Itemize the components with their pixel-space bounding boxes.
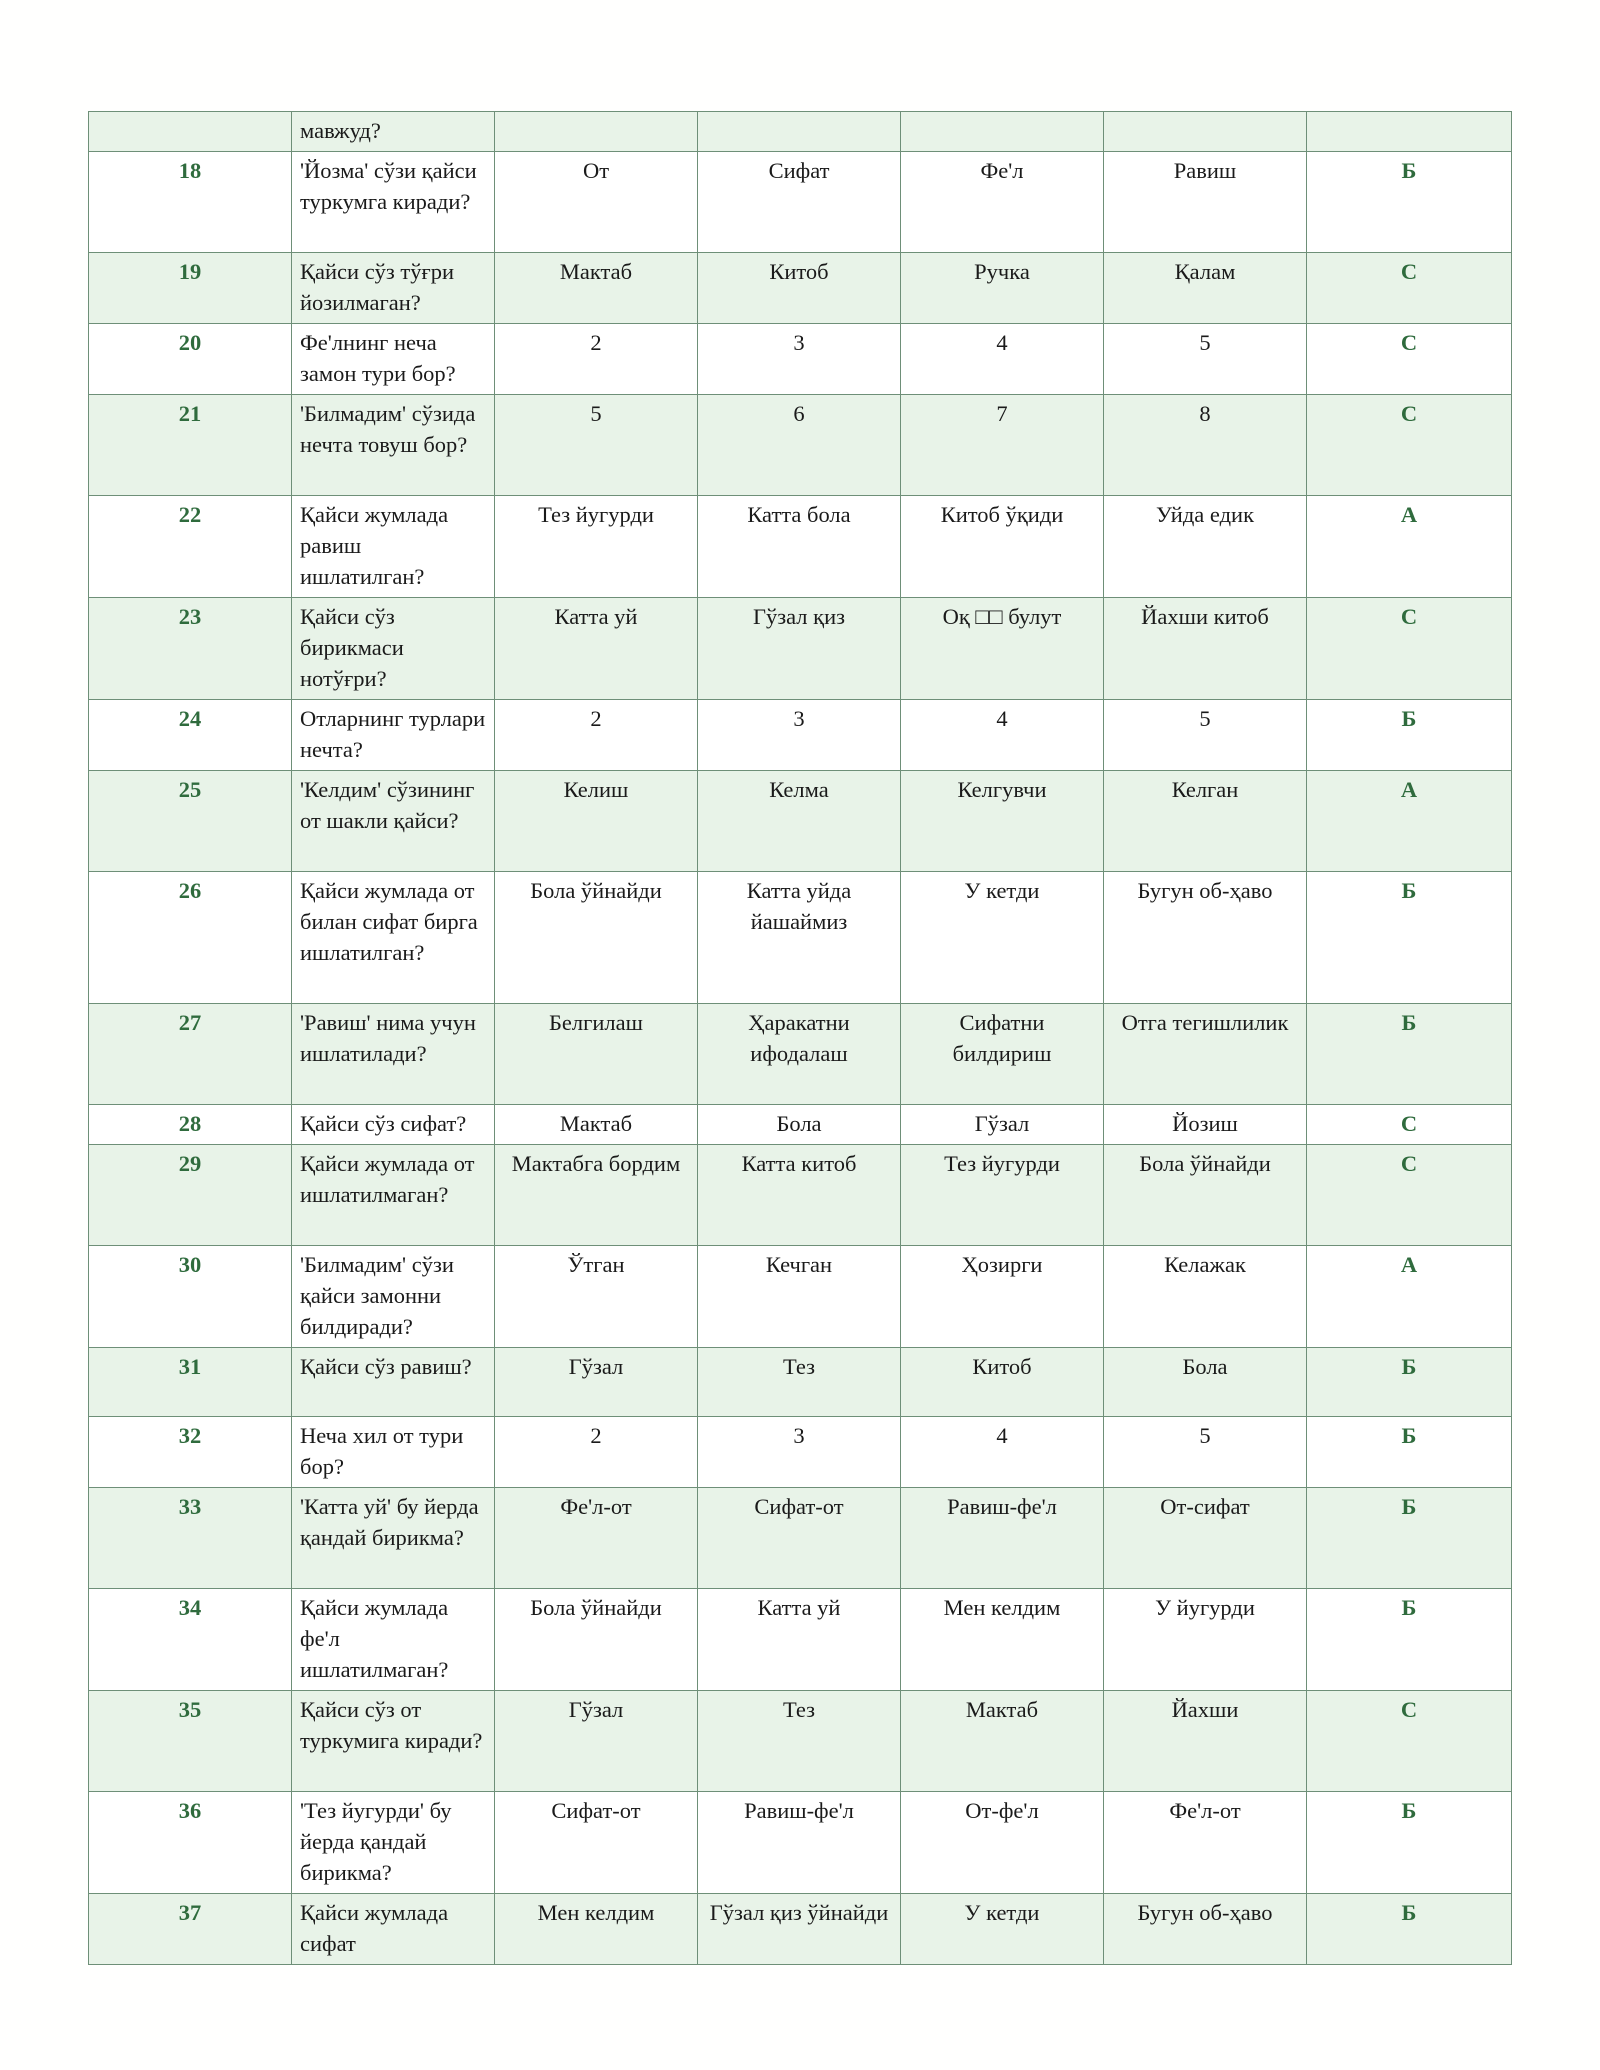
option-b: Катта китоб bbox=[698, 1145, 901, 1246]
correct-answer: С bbox=[1307, 324, 1512, 395]
correct-answer bbox=[1307, 112, 1512, 152]
table-row bbox=[89, 1691, 1512, 1792]
option-c: Ручка bbox=[901, 253, 1104, 324]
option-d: Уйда едик bbox=[1104, 496, 1307, 598]
option-b: Равиш-фе'л bbox=[698, 1792, 901, 1894]
option-d bbox=[1104, 112, 1307, 152]
table-row bbox=[89, 1348, 1512, 1417]
option-b: Тез bbox=[698, 1691, 901, 1792]
option-c: У кетди bbox=[901, 872, 1104, 1004]
table-row bbox=[89, 771, 1512, 872]
option-d: Қалам bbox=[1104, 253, 1307, 324]
option-c: 4 bbox=[901, 324, 1104, 395]
option-c: У кетди bbox=[901, 1894, 1104, 1965]
option-a: 2 bbox=[495, 324, 698, 395]
option-a: Фе'л-от bbox=[495, 1488, 698, 1589]
option-a: Гўзал bbox=[495, 1691, 698, 1792]
option-d: Бола ўйнайди bbox=[1104, 1145, 1307, 1246]
question-number: 33 bbox=[89, 1488, 292, 1589]
question-number: 26 bbox=[89, 872, 292, 1004]
question-number: 20 bbox=[89, 324, 292, 395]
question-text: 'Тез йугурди' бу йерда қандай бирикма? bbox=[292, 1792, 495, 1894]
option-c: 4 bbox=[901, 1417, 1104, 1488]
correct-answer: А bbox=[1307, 771, 1512, 872]
option-c: Мактаб bbox=[901, 1691, 1104, 1792]
option-a: Келиш bbox=[495, 771, 698, 872]
question-number: 35 bbox=[89, 1691, 292, 1792]
correct-answer: С bbox=[1307, 253, 1512, 324]
correct-answer: С bbox=[1307, 395, 1512, 496]
option-b: 3 bbox=[698, 700, 901, 771]
table-row bbox=[89, 1488, 1512, 1589]
table-row bbox=[89, 872, 1512, 1004]
question-number: 24 bbox=[89, 700, 292, 771]
question-text: Қайси сўз от туркумига киради? bbox=[292, 1691, 495, 1792]
option-d: От-сифат bbox=[1104, 1488, 1307, 1589]
question-number bbox=[89, 112, 292, 152]
table-row bbox=[89, 1792, 1512, 1894]
question-number: 18 bbox=[89, 152, 292, 253]
option-b: Гўзал қиз bbox=[698, 598, 901, 700]
quiz-table bbox=[88, 111, 1512, 1965]
question-number: 34 bbox=[89, 1589, 292, 1691]
option-d: 5 bbox=[1104, 1417, 1307, 1488]
correct-answer: Б bbox=[1307, 1348, 1512, 1417]
option-c: Мен келдим bbox=[901, 1589, 1104, 1691]
question-number: 21 bbox=[89, 395, 292, 496]
option-d: Равиш bbox=[1104, 152, 1307, 253]
correct-answer: С bbox=[1307, 598, 1512, 700]
question-text: 'Билмадим' сўзи қайси замонни билдиради? bbox=[292, 1246, 495, 1348]
option-d: Йахши китоб bbox=[1104, 598, 1307, 700]
correct-answer: Б bbox=[1307, 872, 1512, 1004]
option-a: Тез йугурди bbox=[495, 496, 698, 598]
question-number: 36 bbox=[89, 1792, 292, 1894]
option-a: Мактаб bbox=[495, 253, 698, 324]
option-b: Гўзал қиз ўйнайди bbox=[698, 1894, 901, 1965]
option-a: 2 bbox=[495, 1417, 698, 1488]
option-c: Тез йугурди bbox=[901, 1145, 1104, 1246]
option-a: Ўтган bbox=[495, 1246, 698, 1348]
table-row bbox=[89, 395, 1512, 496]
option-a: Бола ўйнайди bbox=[495, 1589, 698, 1691]
question-text: 'Келдим' сўзининг от шакли қайси? bbox=[292, 771, 495, 872]
question-text: Қайси жумлада от билан сифат бирга ишлатилган? bbox=[292, 872, 495, 1004]
correct-answer: А bbox=[1307, 496, 1512, 598]
option-a: 5 bbox=[495, 395, 698, 496]
option-c: 4 bbox=[901, 700, 1104, 771]
option-a: Мактаб bbox=[495, 1105, 698, 1145]
option-d: Келажак bbox=[1104, 1246, 1307, 1348]
question-text: мавжуд? bbox=[292, 112, 495, 152]
table-row bbox=[89, 152, 1512, 253]
option-b: Бола bbox=[698, 1105, 901, 1145]
option-c: Ҳозирги bbox=[901, 1246, 1104, 1348]
option-a: Мен келдим bbox=[495, 1894, 698, 1965]
option-d: Бола bbox=[1104, 1348, 1307, 1417]
question-number: 19 bbox=[89, 253, 292, 324]
table-row bbox=[89, 1589, 1512, 1691]
correct-answer: Б bbox=[1307, 1004, 1512, 1105]
correct-answer: С bbox=[1307, 1145, 1512, 1246]
option-a: От bbox=[495, 152, 698, 253]
option-b: Келма bbox=[698, 771, 901, 872]
option-a: Сифат-от bbox=[495, 1792, 698, 1894]
option-c bbox=[901, 112, 1104, 152]
option-d: 8 bbox=[1104, 395, 1307, 496]
option-d: 5 bbox=[1104, 324, 1307, 395]
question-text: Қайси жумлада равиш ишлатилган? bbox=[292, 496, 495, 598]
question-text: 'Билмадим' сўзида нечта товуш бор? bbox=[292, 395, 495, 496]
option-a: Мактабга бордим bbox=[495, 1145, 698, 1246]
option-c: 7 bbox=[901, 395, 1104, 496]
table-row bbox=[89, 112, 1512, 152]
option-d: Бугун об-ҳаво bbox=[1104, 1894, 1307, 1965]
table-row bbox=[89, 324, 1512, 395]
option-b: Сифат bbox=[698, 152, 901, 253]
option-b: Катта уйда йашаймиз bbox=[698, 872, 901, 1004]
option-d: У йугурди bbox=[1104, 1589, 1307, 1691]
question-number: 30 bbox=[89, 1246, 292, 1348]
option-c: Китоб bbox=[901, 1348, 1104, 1417]
correct-answer: Б bbox=[1307, 152, 1512, 253]
option-c: Фе'л bbox=[901, 152, 1104, 253]
option-a: Гўзал bbox=[495, 1348, 698, 1417]
question-text: Қайси сўз равиш? bbox=[292, 1348, 495, 1417]
option-c: Оқ □□ булут bbox=[901, 598, 1104, 700]
question-number: 25 bbox=[89, 771, 292, 872]
table-row bbox=[89, 1246, 1512, 1348]
correct-answer: Б bbox=[1307, 700, 1512, 771]
option-d: Келган bbox=[1104, 771, 1307, 872]
option-c: Келгувчи bbox=[901, 771, 1104, 872]
correct-answer: С bbox=[1307, 1691, 1512, 1792]
question-number: 22 bbox=[89, 496, 292, 598]
table-row bbox=[89, 496, 1512, 598]
question-text: 'Катта уй' бу йерда қандай бирикма? bbox=[292, 1488, 495, 1589]
correct-answer: Б bbox=[1307, 1417, 1512, 1488]
question-text: Фе'лнинг неча замон тури бор? bbox=[292, 324, 495, 395]
option-d: Отга тегишлилик bbox=[1104, 1004, 1307, 1105]
question-text: Қайси жумлада фе'л ишлатилмаган? bbox=[292, 1589, 495, 1691]
table-row bbox=[89, 1417, 1512, 1488]
correct-answer: С bbox=[1307, 1105, 1512, 1145]
question-number: 37 bbox=[89, 1894, 292, 1965]
table-row bbox=[89, 1004, 1512, 1105]
option-b bbox=[698, 112, 901, 152]
correct-answer: Б bbox=[1307, 1792, 1512, 1894]
option-b: Кечган bbox=[698, 1246, 901, 1348]
option-d: Фе'л-от bbox=[1104, 1792, 1307, 1894]
table-row bbox=[89, 1145, 1512, 1246]
question-text: Қайси жумлада сифат bbox=[292, 1894, 495, 1965]
option-c: От-фе'л bbox=[901, 1792, 1104, 1894]
option-c: Гўзал bbox=[901, 1105, 1104, 1145]
option-b: 3 bbox=[698, 1417, 901, 1488]
option-a: Катта уй bbox=[495, 598, 698, 700]
option-b: Китоб bbox=[698, 253, 901, 324]
question-number: 29 bbox=[89, 1145, 292, 1246]
option-a: 2 bbox=[495, 700, 698, 771]
question-text: 'Равиш' нима учун ишлатилади? bbox=[292, 1004, 495, 1105]
question-text: Қайси сўз тўғри йозилмаган? bbox=[292, 253, 495, 324]
option-d: Йозиш bbox=[1104, 1105, 1307, 1145]
question-number: 28 bbox=[89, 1105, 292, 1145]
question-text: Қайси жумлада от ишлатилмаган? bbox=[292, 1145, 495, 1246]
option-c: Китоб ўқиди bbox=[901, 496, 1104, 598]
question-number: 31 bbox=[89, 1348, 292, 1417]
question-number: 27 bbox=[89, 1004, 292, 1105]
option-b: Сифат-от bbox=[698, 1488, 901, 1589]
option-d: Бугун об-ҳаво bbox=[1104, 872, 1307, 1004]
option-b: Ҳаракатни ифодалаш bbox=[698, 1004, 901, 1105]
option-b: Катта бола bbox=[698, 496, 901, 598]
option-c: Сифатни билдириш bbox=[901, 1004, 1104, 1105]
option-d: 5 bbox=[1104, 700, 1307, 771]
correct-answer: А bbox=[1307, 1246, 1512, 1348]
table-row bbox=[89, 700, 1512, 771]
option-b: Катта уй bbox=[698, 1589, 901, 1691]
correct-answer: Б bbox=[1307, 1894, 1512, 1965]
question-number: 23 bbox=[89, 598, 292, 700]
option-a: Бола ўйнайди bbox=[495, 872, 698, 1004]
table-row bbox=[89, 1105, 1512, 1145]
option-b: 6 bbox=[698, 395, 901, 496]
option-d: Йахши bbox=[1104, 1691, 1307, 1792]
question-text: Қайси сўз бирикмаси нотўғри? bbox=[292, 598, 495, 700]
option-a bbox=[495, 112, 698, 152]
correct-answer: Б bbox=[1307, 1488, 1512, 1589]
question-number: 32 bbox=[89, 1417, 292, 1488]
question-text: Қайси сўз сифат? bbox=[292, 1105, 495, 1145]
option-b: 3 bbox=[698, 324, 901, 395]
option-a: Белгилаш bbox=[495, 1004, 698, 1105]
question-text: Отларнинг турлари нечта? bbox=[292, 700, 495, 771]
quiz-table-body bbox=[89, 112, 1512, 1965]
correct-answer: Б bbox=[1307, 1589, 1512, 1691]
option-b: Тез bbox=[698, 1348, 901, 1417]
question-text: 'Йозма' сўзи қайси туркумга киради? bbox=[292, 152, 495, 253]
option-c: Равиш-фе'л bbox=[901, 1488, 1104, 1589]
question-text: Неча хил от тури бор? bbox=[292, 1417, 495, 1488]
table-row bbox=[89, 1894, 1512, 1965]
table-row bbox=[89, 598, 1512, 700]
table-row bbox=[89, 253, 1512, 324]
